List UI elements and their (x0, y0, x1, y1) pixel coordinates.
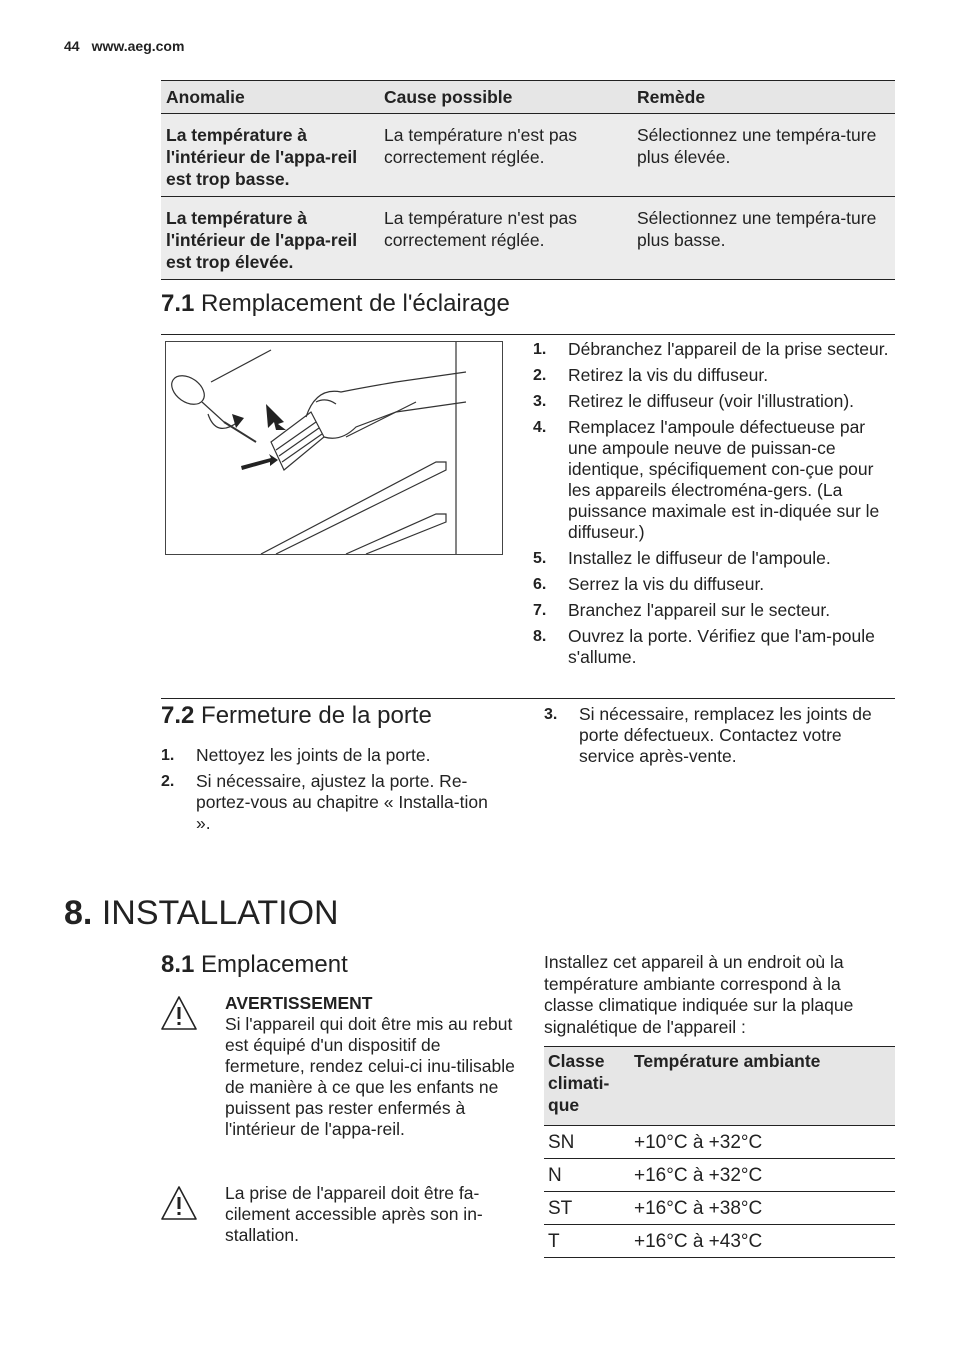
climate-class-cell: ST (544, 1192, 630, 1225)
column-header: Température ambiante (630, 1047, 895, 1126)
warning-title: AVERTISSEMENT (225, 993, 373, 1013)
section-title: Remplacement de l'éclairage (201, 290, 510, 317)
table-row (161, 114, 895, 197)
step-number: 1. (533, 341, 547, 358)
remedy-cell: Sélectionnez une tempéra-ture plus élevée. (632, 114, 895, 197)
chapter-number: 8. (64, 894, 93, 932)
step-text: Retirez la vis du diffuseur. (568, 365, 769, 385)
temperature-cell: +10°C à +32°C (630, 1126, 895, 1159)
list-item (533, 417, 895, 543)
table-row (161, 197, 895, 280)
temperature-cell: +16°C à +38°C (630, 1192, 895, 1225)
installation-intro: Installez cet appareil à un endroit où la température ambiante correspond à la classe climatique indiquée sur la plaque signalétique de l'appareil : (544, 952, 854, 1037)
list-item (533, 600, 895, 621)
door-steps-list-continued (544, 704, 895, 772)
table-row (544, 1192, 895, 1225)
list-item (161, 745, 496, 766)
section-number: 7.1 (161, 290, 195, 317)
section-heading-8-1 (161, 951, 348, 979)
note-block (160, 1183, 515, 1249)
table-row (544, 1225, 895, 1258)
column-header: Remède (632, 81, 895, 114)
list-item (533, 365, 895, 386)
section-number: 8.1 (161, 951, 195, 978)
step-number: 7. (533, 602, 547, 619)
cause-cell: La température n'est pas correctement réglée. (379, 114, 632, 197)
step-number: 2. (533, 367, 547, 384)
step-number: 4. (533, 419, 547, 436)
step-number: 6. (533, 576, 547, 593)
climate-class-cell: N (544, 1159, 630, 1192)
page-header (64, 38, 184, 54)
step-text: Nettoyez les joints de la porte. (196, 745, 431, 765)
troubleshooting-table (161, 80, 895, 280)
section-divider (161, 334, 895, 335)
climate-class-cell: T (544, 1225, 630, 1258)
step-number: 3. (533, 393, 547, 410)
chapter-title: INSTALLATION (101, 894, 339, 932)
cause-cell: La température n'est pas correctement réglée. (379, 197, 632, 280)
section-title: Emplacement (201, 951, 348, 978)
temperature-cell: +16°C à +32°C (630, 1159, 895, 1192)
column-header: Anomalie (161, 81, 379, 114)
warning-icon (160, 1185, 198, 1226)
website-link[interactable]: www.aeg.com (91, 38, 185, 54)
step-text: Si nécessaire, ajustez la porte. Re-portez-vous au chapitre « Installa-tion ». (196, 771, 488, 833)
step-number: 3. (544, 706, 558, 723)
step-number: 2. (161, 773, 175, 790)
warning-block (160, 993, 515, 1163)
list-item (533, 574, 895, 595)
column-header: Classe climati-que (544, 1047, 630, 1126)
step-text: Si nécessaire, remplacez les joints de porte défectueux. Contactez votre service après-vente. (579, 704, 872, 766)
lamp-steps-list (533, 339, 895, 673)
step-text: Ouvrez la porte. Vérifiez que l'am-poule s'allume. (568, 626, 875, 667)
section-heading-7-2 (161, 702, 432, 730)
step-text: Branchez l'appareil sur le secteur. (568, 600, 831, 620)
note-text: La prise de l'appareil doit être fa-cilement accessible après son in-stallation. (225, 1183, 483, 1245)
warning-text: Si l'appareil qui doit être mis au rebut est équipé d'un dispositif de fermeture, rendez celui-ci inu-tilisable de manière à ce que les enfants ne puissent pas rester enfermés à l'intérieur de l'appa-reil. (225, 1014, 515, 1139)
climate-class-table (544, 1046, 895, 1258)
list-item (544, 704, 895, 767)
table-header-row (544, 1047, 895, 1126)
temperature-cell: +16°C à +43°C (630, 1225, 895, 1258)
list-item (533, 391, 895, 412)
list-item (533, 339, 895, 360)
warning-icon (160, 995, 198, 1036)
step-text: Serrez la vis du diffuseur. (568, 574, 765, 594)
table-header-row (161, 81, 895, 114)
table-row (544, 1126, 895, 1159)
climate-class-cell: SN (544, 1126, 630, 1159)
section-heading-7-1 (161, 290, 510, 318)
step-number: 5. (533, 550, 547, 567)
column-header: Cause possible (379, 81, 632, 114)
step-text: Remplacez l'ampoule défectueuse par une ampoule neuve de puissan-ce identique, spécifiquement con-çue pour les appareils électroména-gers. (La puissance maximale est in-diquée sur le diffuseur.) (568, 417, 880, 542)
section-divider (161, 698, 895, 699)
step-number: 8. (533, 628, 547, 645)
step-number: 1. (161, 747, 175, 764)
step-text: Débranchez l'appareil de la prise secteur. (568, 339, 889, 359)
step-text: Retirez le diffuseur (voir l'illustration). (568, 391, 855, 411)
illustration-svg (166, 342, 502, 554)
section-number: 7.2 (161, 702, 195, 729)
section-title: Fermeture de la porte (201, 702, 432, 729)
list-item (533, 548, 895, 569)
anomaly-cell: La température à l'intérieur de l'appa-reil est trop basse. (161, 114, 379, 197)
lamp-replacement-illustration (165, 341, 503, 555)
step-text: Installez le diffuseur de l'ampoule. (568, 548, 831, 568)
remedy-cell: Sélectionnez une tempéra-ture plus basse. (632, 197, 895, 280)
chapter-heading (64, 894, 339, 933)
table-row (544, 1159, 895, 1192)
list-item (161, 771, 496, 834)
list-item (533, 626, 895, 668)
anomaly-cell: La température à l'intérieur de l'appa-reil est trop élevée. (161, 197, 379, 280)
page-number: 44 (64, 38, 80, 54)
door-steps-list (161, 745, 496, 839)
